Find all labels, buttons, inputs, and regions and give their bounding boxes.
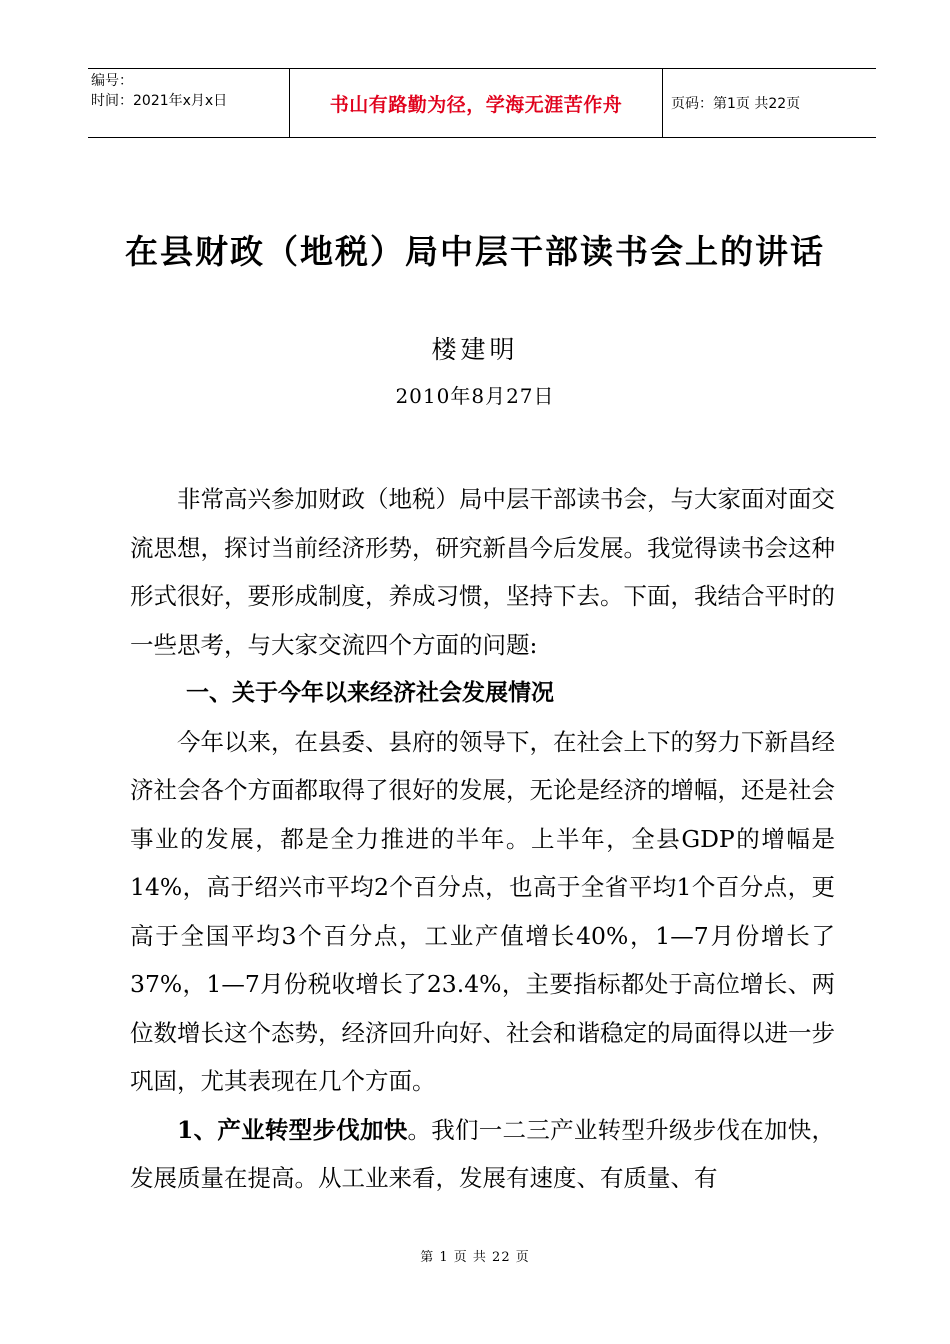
paragraph-overview: 今年以来，在县委、县府的领导下，在社会上下的努力下新昌经济社会各个方面都取得了很好的发展，无论是经济的增幅，还是社会事业的发展，都是全力推进的半年。上半年，全县GDP的增幅是14%，高于绍兴市平均2个百分点，也高于全省平均1个百分点，更高于全国平均3个百分点，工业产值增长40%，1—7月份增长了37%，1—7月份税收增长了23.4%，主要指标都处于高位增长、两位数增长这个态势，经济回升向好、社会和谐稳定的局面得以进一步巩固，尤其表现在几个方面。 bbox=[130, 727, 835, 1095]
header-table bbox=[88, 68, 876, 138]
number-label: 编号： bbox=[91, 73, 133, 89]
motto-text: 书山有路勤为径，学海无涯苦作舟 bbox=[329, 93, 623, 116]
paragraph-industry-text: 。我们一二三产业转型升级步伐在加快，发展质量在提高。从工业来看，发展有速度、有质量、有 bbox=[130, 1115, 835, 1192]
page-footer: 第 1 页 共 22 页 bbox=[420, 1250, 530, 1265]
motto-cell bbox=[290, 69, 663, 137]
document-body bbox=[130, 475, 835, 1203]
speech-date: 2010年8月27日 bbox=[395, 384, 555, 408]
section-heading: 一、关于今年以来经济社会发展情况 bbox=[186, 680, 554, 706]
time-label: 时间：2021年x月x日 bbox=[91, 93, 228, 109]
paragraph-intro: 非常高兴参加财政（地税）局中层干部读书会，与大家面对面交流思想，探讨当前经济形势，研究新昌今后发展。我觉得读书会这种形式很好，要形成制度，养成习惯，坚持下去。下面，我结合平时的一些思考，与大家交流四个方面的问题: bbox=[130, 485, 835, 659]
header-info-cell bbox=[88, 69, 290, 137]
page-label: 页码：第1页 共22页 bbox=[671, 96, 801, 112]
subsection-heading: 1、产业转型步伐加快 bbox=[177, 1115, 408, 1144]
document-title: 在县财政（地税）局中层干部读书会上的讲话 bbox=[125, 232, 825, 271]
page-info-cell bbox=[663, 69, 876, 137]
author-name: 楼建明 bbox=[431, 335, 519, 364]
paragraph-industry bbox=[130, 1106, 835, 1203]
